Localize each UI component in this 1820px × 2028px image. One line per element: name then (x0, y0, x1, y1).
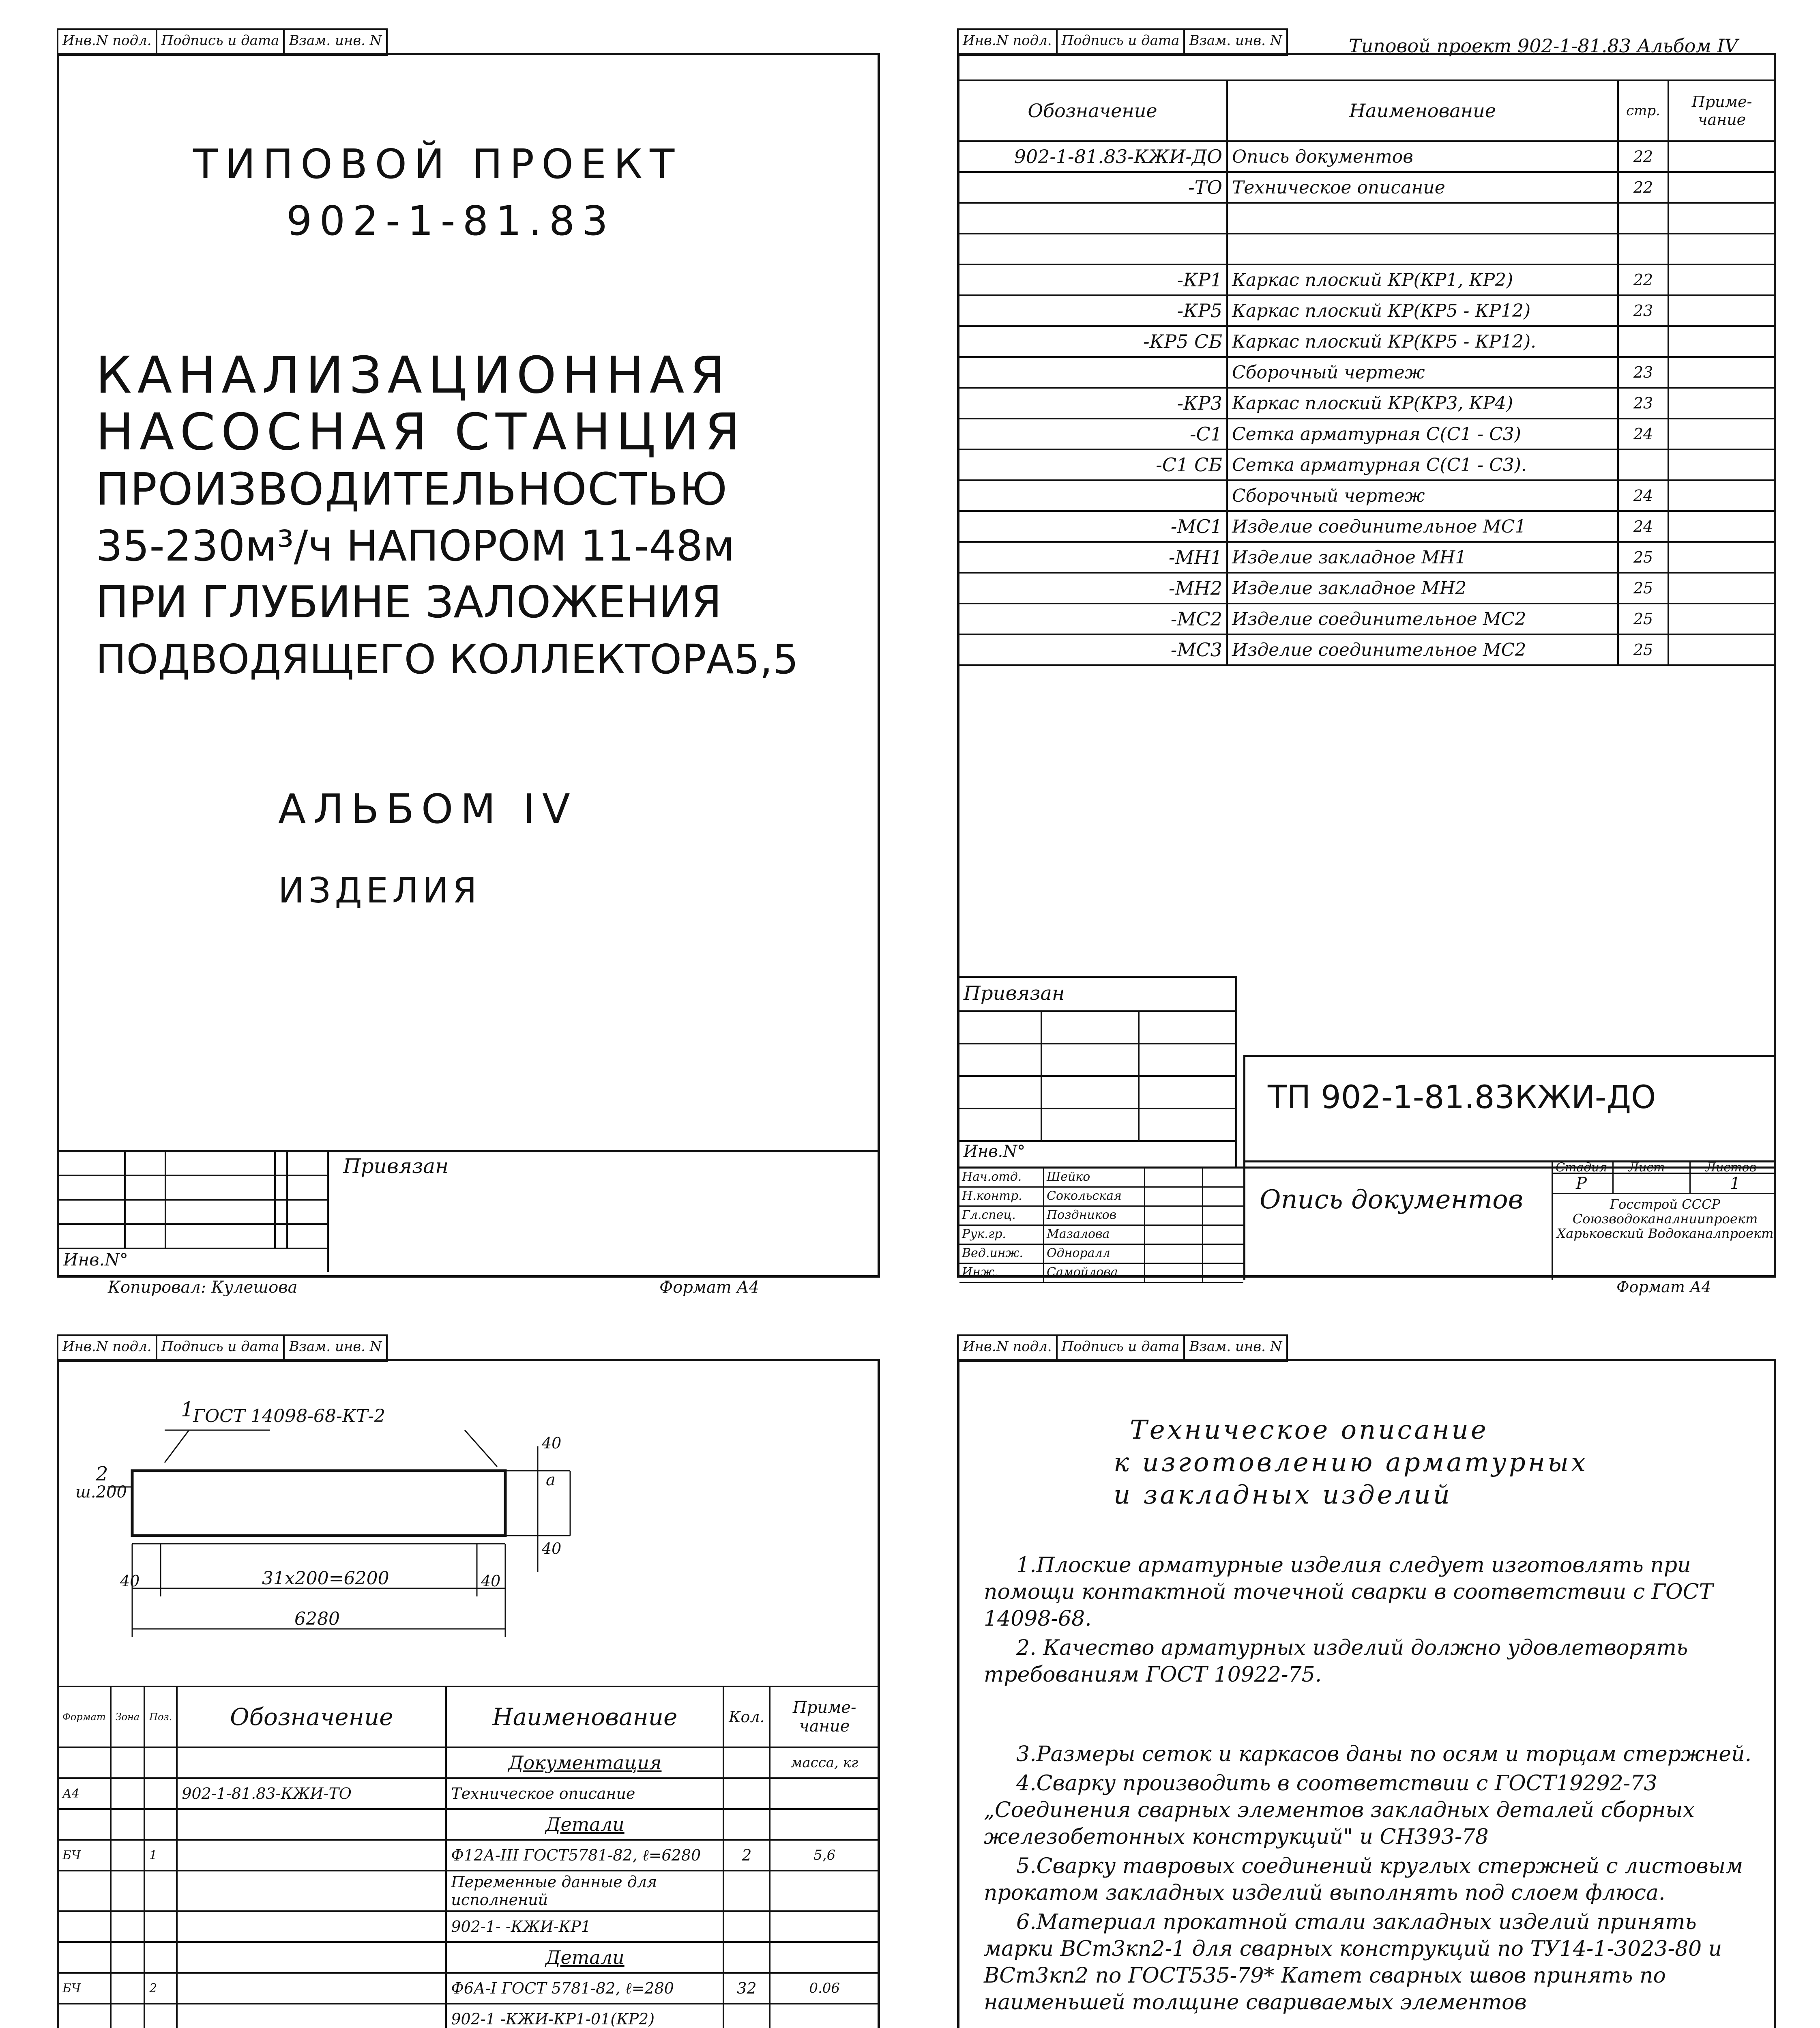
frame-spec-table (57, 1686, 880, 2028)
spec-cell-zone (111, 1973, 145, 2004)
inventory-row (958, 480, 1775, 511)
spec-cell-note: масса, кг (770, 1747, 879, 1778)
spec-cell-zone (111, 2004, 145, 2028)
inventory-cell-designation: -ТО (958, 172, 1227, 203)
spec-row (58, 1871, 879, 1911)
inventory-cell-designation: -С1 (958, 419, 1227, 449)
spec-cell-note (770, 1871, 879, 1911)
inventory-cell-page: 23 (1618, 388, 1668, 419)
frame-dim-middle: 31х200=6200 (262, 1568, 389, 1589)
spec-cell-designation (177, 2004, 446, 2028)
frame-dim-40-top: 40 (542, 1434, 562, 1452)
stamp-name: Самойлова (1044, 1264, 1145, 1282)
spec-cell-format (58, 2004, 111, 2028)
inventory-cell-page: 22 (1618, 141, 1668, 172)
inventory-cell-note (1668, 234, 1775, 264)
header-inv-podl: Инв.N подл. (58, 30, 157, 54)
inventory-cell-name (1227, 203, 1618, 234)
inventory-row (958, 203, 1775, 234)
inventory-cell-designation: -КР1 (958, 264, 1227, 295)
inventory-col-page: стр. (1618, 80, 1668, 141)
spec-cell-designation (177, 1871, 446, 1911)
inventory-row (958, 295, 1775, 326)
spec-cell-qty (723, 1809, 770, 1840)
spec-cell-designation (177, 1973, 446, 2004)
spec-row (58, 1973, 879, 2004)
inventory-cell-note (1668, 357, 1775, 388)
spec-cell-name: 902-1 -КЖИ-КР1-01(КР2) (446, 2004, 723, 2028)
inventory-cell-note (1668, 264, 1775, 295)
inventory-cell-designation: -МС2 (958, 604, 1227, 634)
frame-pos2: 2 (96, 1463, 108, 1485)
spec-row (58, 1942, 879, 1973)
spec-col-zone: Зона (111, 1686, 145, 1747)
inventory-cell-name: Изделие соединительное МС2 (1227, 604, 1618, 634)
inventory-cell-name: Каркас плоский КР(КР5 - КР12) (1227, 295, 1618, 326)
inventory-header-strip (957, 28, 1288, 56)
stamp-role: Вед.инж. (959, 1245, 1044, 1263)
inventory-row (958, 634, 1775, 665)
cover-sheet (57, 32, 880, 1297)
inventory-cell-name: Изделие закладное МН2 (1227, 573, 1618, 604)
spec-cell-format: А4 (58, 1778, 111, 1809)
spec-cell-name: Ф6А-I ГОСТ 5781-82, ℓ=280 (446, 1973, 723, 2004)
spec-cell-note (770, 1778, 879, 1809)
frame-dim-left: 40 (120, 1572, 140, 1590)
stamp-signature (1145, 1188, 1203, 1205)
frame-step: ш.200 (75, 1483, 127, 1502)
stamp-signature (1145, 1264, 1203, 1282)
stamp-role: Инж. (959, 1264, 1044, 1282)
inventory-cell-page: 24 (1618, 480, 1668, 511)
stamp-role-row (959, 1264, 1243, 1283)
spec-cell-note: 0.06 (770, 1973, 879, 2004)
inventory-sheet-title: Опись документов (1260, 1185, 1523, 1215)
stamp-signature (1145, 1207, 1203, 1225)
inventory-cell-designation (958, 357, 1227, 388)
header-signature-date: Подпись и дата (157, 1336, 285, 1360)
spec-cell-designation (177, 1942, 446, 1973)
spec-cell-pos (144, 1911, 177, 1942)
cover-title-line: ПРОИЗВОДИТЕЛЬНОСТЬЮ (96, 463, 728, 515)
inventory-cell-note (1668, 326, 1775, 357)
inventory-cell-name: Каркас плоский КР(КР1, КР2) (1227, 264, 1618, 295)
spec-cell-designation (177, 1747, 446, 1778)
spec-cell-name: Переменные данные для исполнений (446, 1871, 723, 1911)
inventory-cell-name: Сборочный чертеж (1227, 480, 1618, 511)
spec-col-qty: Кол. (723, 1686, 770, 1747)
spec-cell-zone (111, 1778, 145, 1809)
inventory-org: Госстрой СССР Союзводоканалниипроект Харьковский Водоканалпроект (1556, 1197, 1774, 1241)
inventory-row (958, 326, 1775, 357)
spec-cell-zone (111, 1840, 145, 1871)
header-signature-date: Подпись и дата (1058, 30, 1185, 54)
inventory-cell-designation (958, 203, 1227, 234)
spec-col-designation: Обозначение (177, 1686, 446, 1747)
inventory-roles (959, 1169, 1243, 1283)
spec-cell-qty (723, 1747, 770, 1778)
stamp-name: Поздников (1044, 1207, 1145, 1225)
inventory-code: ТП 902-1-81.83КЖИ-ДО (1268, 1079, 1656, 1116)
spec-cell-note (770, 1809, 879, 1840)
inventory-cell-name: Изделие соединительное МС1 (1227, 511, 1618, 542)
spec-cell-qty (723, 1942, 770, 1973)
stamp-role-row (959, 1226, 1243, 1245)
spec-cell-pos (144, 2004, 177, 2028)
inventory-cell-designation: 902-1-81.83-КЖИ-ДО (958, 141, 1227, 172)
spec-cell-pos: 1 (144, 1840, 177, 1871)
spec-cell-designation (177, 1840, 446, 1871)
inventory-cell-note (1668, 141, 1775, 172)
spec-cell-zone (111, 1747, 145, 1778)
spec-cell-name: Документация (446, 1747, 723, 1778)
inventory-row (958, 357, 1775, 388)
cover-subtitle: ИЗДЕЛИЯ (278, 870, 481, 911)
inventory-cell-designation: -КР5 СБ (958, 326, 1227, 357)
stamp-role-row (959, 1169, 1243, 1188)
techdesc-title (1114, 1414, 1588, 1511)
inventory-cell-page: 23 (1618, 357, 1668, 388)
inventory-format: Формат А4 (1616, 1278, 1711, 1296)
spec-col-name: Наименование (446, 1686, 723, 1747)
spec-row (58, 1840, 879, 1871)
cover-binding-block (59, 1150, 878, 1272)
inventory-top-title: Типовой проект 902-1-81.83 Альбом IV (1349, 35, 1738, 57)
spec-cell-pos (144, 1778, 177, 1809)
techdesc-paragraph: 1.Плоские арматурные изделия следует изготовлять при помощи контактной точечной сварки в соответствии с ГОСТ 14098-68. (984, 1553, 1713, 1631)
techdesc-paragraph: 4.Сварку производить в соответствии с ГОСТ19292-73 „Соединения сварных элементов закладных деталей сборных железобетонных конструкций" и СН393-78 (984, 1771, 1695, 1849)
cover-title-line: КАНАЛИЗАЦИОННАЯ (96, 346, 731, 405)
inventory-binding (959, 976, 1237, 1169)
header-inv-podl: Инв.N подл. (959, 30, 1058, 54)
frame-drawing (59, 1410, 878, 1694)
inventory-privyazan: Привязан (964, 982, 1065, 1005)
spec-cell-pos: 2 (144, 1973, 177, 2004)
inventory-cell-designation: -МН2 (958, 573, 1227, 604)
header-inv-podl: Инв.N подл. (58, 1336, 157, 1360)
inventory-cell-note (1668, 172, 1775, 203)
header-vzam-inv: Взам. инв. N (1189, 1338, 1282, 1355)
stamp-name: Сокольская (1044, 1188, 1145, 1205)
spec-cell-format: БЧ (58, 1840, 111, 1871)
stamp-name: Мазалова (1044, 1226, 1145, 1244)
techdesc-paragraph: 5.Сварку тавровых соединений круглых стержней с листовым прокатом закладных изделий выполнять под слоем флюса. (984, 1854, 1743, 1905)
spec-cell-name: Детали (446, 1809, 723, 1840)
inventory-inv-label: Инв.N° (964, 1142, 1026, 1161)
frame-total-length: 6280 (294, 1609, 340, 1629)
header-signature-date: Подпись и дата (157, 30, 285, 54)
inventory-sheet-h: Лист (1629, 1160, 1665, 1175)
inventory-cell-note (1668, 295, 1775, 326)
stamp-signature (1145, 1245, 1203, 1263)
spec-row (58, 1747, 879, 1778)
cover-title-line: ПРИ ГЛУБИНЕ ЗАЛОЖЕНИЯ (96, 577, 722, 628)
spec-cell-designation: 902-1-81.83-КЖИ-ТО (177, 1778, 446, 1809)
spec-cell-format (58, 1911, 111, 1942)
inventory-cell-note (1668, 203, 1775, 234)
techdesc-paragraph: 3.Размеры сеток и каркасов даны по осям и торцам стержней. (1016, 1742, 1752, 1766)
stamp-name: Одноралл (1044, 1245, 1145, 1263)
spec-cell-format: БЧ (58, 1973, 111, 2004)
stamp-role-row (959, 1207, 1243, 1226)
cover-privyazan: Привязан (343, 1154, 449, 1178)
cover-title-line: 35-230м³/ч НАПОРОМ 11-48м (96, 521, 735, 571)
spec-cell-zone (111, 1871, 145, 1911)
inventory-cell-page: 23 (1618, 295, 1668, 326)
cover-copied-by: Копировал: Кулешова (108, 1278, 298, 1297)
frame-dim-a: а (546, 1471, 556, 1489)
inventory-cell-page: 22 (1618, 172, 1668, 203)
inventory-cell-note (1668, 511, 1775, 542)
inventory-sheets: 1 (1730, 1174, 1741, 1193)
inventory-cell-designation: -КР3 (958, 388, 1227, 419)
inventory-cell-note (1668, 604, 1775, 634)
techdesc-sheet (957, 1338, 1776, 2028)
cover-inv-label: Инв.N° (63, 1250, 128, 1270)
inventory-cell-name: Сборочный чертеж (1227, 357, 1618, 388)
spec-col-format: Формат (58, 1686, 111, 1747)
frame-pos1: 1 (181, 1398, 194, 1421)
inventory-row (958, 172, 1775, 203)
inventory-cell-page: 22 (1618, 264, 1668, 295)
techdesc-title-line: к изготовлению арматурных (1114, 1448, 1588, 1478)
inventory-cell-page (1618, 234, 1668, 264)
inventory-stage-h: Стадия (1556, 1160, 1608, 1175)
inventory-cell-page: 25 (1618, 573, 1668, 604)
header-vzam-inv: Взам. инв. N (289, 1338, 382, 1355)
inventory-cell-note (1668, 542, 1775, 573)
inventory-stage: Р (1576, 1174, 1587, 1193)
spec-row (58, 1809, 879, 1840)
inventory-cell-page: 25 (1618, 604, 1668, 634)
inventory-cell-name (1227, 234, 1618, 264)
inventory-cell-page (1618, 203, 1668, 234)
inventory-cell-name: Опись документов (1227, 141, 1618, 172)
inventory-row (958, 604, 1775, 634)
inventory-cell-designation: -МН1 (958, 542, 1227, 573)
inventory-table (957, 79, 1776, 666)
spec-cell-format (58, 1942, 111, 1973)
techdesc-paragraph: 2. Качество арматурных изделий должно удовлетворять требованиям ГОСТ 10922-75. (984, 1636, 1688, 1687)
spec-row (58, 2004, 879, 2028)
spec-cell-name: 902-1- -КЖИ-КР1 (446, 1911, 723, 1942)
inventory-cell-page: 25 (1618, 634, 1668, 665)
cover-format: Формат А4 (659, 1278, 760, 1297)
spec-cell-qty (723, 1911, 770, 1942)
stamp-signature (1145, 1169, 1203, 1186)
spec-cell-designation (177, 1911, 446, 1942)
stamp-role: Нач.отд. (959, 1169, 1044, 1186)
cover-album: АЛЬБОМ IV (278, 785, 577, 833)
spec-cell-format (58, 1871, 111, 1911)
inventory-cell-page: 24 (1618, 511, 1668, 542)
header-signature-date: Подпись и дата (1058, 1336, 1185, 1360)
spec-cell-pos (144, 1942, 177, 1973)
spec-row (58, 1911, 879, 1942)
stamp-role: Н.контр. (959, 1188, 1044, 1205)
cover-project-number: 902-1-81.83 (286, 197, 615, 245)
spec-cell-qty (723, 1778, 770, 1809)
frame-header-strip (57, 1334, 388, 1362)
spec-cell-format (58, 1809, 111, 1840)
inventory-cell-page (1618, 326, 1668, 357)
inventory-row (958, 141, 1775, 172)
spec-cell-pos (144, 1871, 177, 1911)
inventory-cell-designation: -МС3 (958, 634, 1227, 665)
spec-row (58, 1778, 879, 1809)
techdesc-title-line: Техническое описание (1130, 1415, 1489, 1445)
inventory-row (958, 511, 1775, 542)
spec-cell-zone (111, 1911, 145, 1942)
inventory-cell-note (1668, 419, 1775, 449)
inventory-sheet (957, 32, 1776, 1296)
inventory-cell-page: 24 (1618, 419, 1668, 449)
inventory-cell-name: Сетка арматурная С(С1 - С3). (1227, 449, 1618, 480)
spec-cell-note (770, 1911, 879, 1942)
inventory-cell-note (1668, 480, 1775, 511)
frame-dim-40-bottom: 40 (542, 1540, 562, 1558)
frame-dim-right: 40 (481, 1572, 501, 1590)
spec-cell-name: Детали (446, 1942, 723, 1973)
spec-cell-designation (177, 1809, 446, 1840)
spec-cell-name: Техническое описание (446, 1778, 723, 1809)
inventory-row (958, 449, 1775, 480)
inventory-cell-note (1668, 449, 1775, 480)
stamp-role: Гл.спец. (959, 1207, 1044, 1225)
frame-sheet (57, 1338, 880, 2028)
inventory-stage-grid (1552, 1160, 1776, 1201)
spec-cell-pos (144, 1809, 177, 1840)
cover-title (96, 347, 866, 688)
spec-cell-qty: 2 (723, 1840, 770, 1871)
inventory-cell-designation (958, 480, 1227, 511)
spec-col-note: Приме-чание (770, 1686, 879, 1747)
inventory-cell-note (1668, 573, 1775, 604)
spec-cell-zone (111, 1942, 145, 1973)
cover-header-strip (57, 28, 388, 56)
inventory-cell-name: Каркас плоский КР(КР3, КР4) (1227, 388, 1618, 419)
spec-cell-qty: 32 (723, 1973, 770, 2004)
stamp-role: Рук.гр. (959, 1226, 1044, 1244)
stamp-role-row (959, 1188, 1243, 1207)
inventory-row (958, 234, 1775, 264)
inventory-cell-designation (958, 234, 1227, 264)
inventory-row (958, 542, 1775, 573)
inventory-cell-designation: -С1 СБ (958, 449, 1227, 480)
spec-cell-note: 5,6 (770, 1840, 879, 1871)
stamp-signature (1145, 1226, 1203, 1244)
inventory-col-name: Наименование (1227, 80, 1618, 141)
spec-cell-qty (723, 2004, 770, 2028)
spec-cell-qty (723, 1871, 770, 1911)
spec-cell-zone (111, 1809, 145, 1840)
inventory-cell-page (1618, 449, 1668, 480)
techdesc-body (984, 1552, 1762, 2016)
techdesc-paragraph: 6.Материал прокатной стали закладных изделий принять марки ВСт3кп2-1 для сварных конструкций по ТУ14-1-3023-80 и ВСт3кп2 по ГОСТ535-79* Катет сварных швов принять по наименьшей толщине свариваемых элементов (984, 1910, 1722, 2015)
inventory-cell-designation: -КР5 (958, 295, 1227, 326)
spec-cell-pos (144, 1747, 177, 1778)
cover-project-label: ТИПОВОЙ ПРОЕКТ (193, 140, 682, 188)
inventory-cell-name: Каркас плоский КР(КР5 - КР12). (1227, 326, 1618, 357)
frame-outline (132, 1471, 505, 1536)
inventory-cell-name: Техническое описание (1227, 172, 1618, 203)
inventory-cell-note (1668, 388, 1775, 419)
inventory-cell-name: Изделие соединительное МС2 (1227, 634, 1618, 665)
inventory-cell-note (1668, 634, 1775, 665)
spec-cell-name: Ф12А-III ГОСТ5781-82, ℓ=6280 (446, 1840, 723, 1871)
header-inv-podl: Инв.N подл. (959, 1336, 1058, 1360)
inventory-row (958, 388, 1775, 419)
spec-col-pos: Поз. (144, 1686, 177, 1747)
inventory-col-note: Приме-чание (1668, 80, 1775, 141)
inventory-row (958, 264, 1775, 295)
inventory-cell-name: Изделие закладное МН1 (1227, 542, 1618, 573)
frame-gost: ГОСТ 14098-68-КТ-2 (193, 1406, 386, 1426)
stamp-role-row (959, 1245, 1243, 1264)
cover-title-line: ПОДВОДЯЩЕГО КОЛЛЕКТОРА5,5 (96, 636, 798, 683)
stamp-name: Шейко (1044, 1169, 1145, 1186)
inventory-cell-page: 25 (1618, 542, 1668, 573)
inventory-col-designation: Обозначение (958, 80, 1227, 141)
inventory-row (958, 573, 1775, 604)
inventory-sheets-h: Листов (1706, 1160, 1757, 1175)
header-vzam-inv: Взам. инв. N (1189, 32, 1282, 49)
cover-title-line: НАСОСНАЯ СТАНЦИЯ (96, 403, 746, 462)
inventory-cell-designation: -МС1 (958, 511, 1227, 542)
techdesc-title-line: и закладных изделий (1114, 1480, 1452, 1510)
inventory-cell-name: Сетка арматурная С(С1 - С3) (1227, 419, 1618, 449)
header-vzam-inv: Взам. инв. N (289, 32, 382, 49)
techdesc-header-strip (957, 1334, 1288, 1362)
inventory-row (958, 419, 1775, 449)
spec-cell-note (770, 2004, 879, 2028)
spec-cell-format (58, 1747, 111, 1778)
spec-cell-note (770, 1942, 879, 1973)
